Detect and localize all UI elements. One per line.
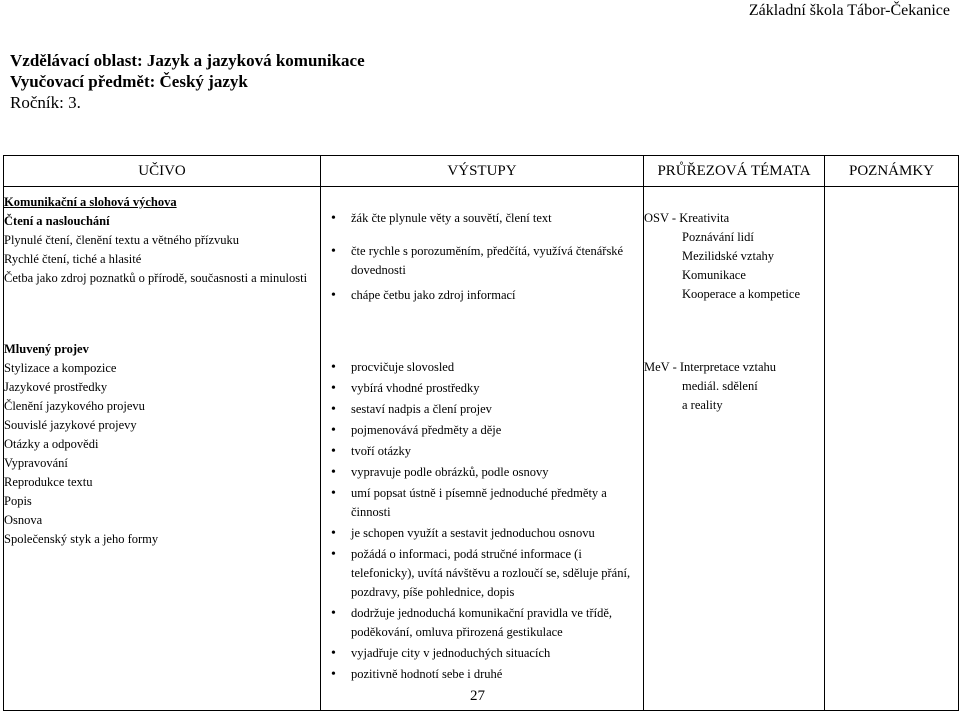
list-item: • chápe četbu jako zdroj informací bbox=[351, 286, 639, 305]
subject-title: Vyučovací předmět: Český jazyk bbox=[10, 72, 248, 91]
section-title: Komunikační a slohová výchova bbox=[4, 195, 177, 209]
list-item: a reality bbox=[682, 398, 723, 412]
poznamky-cell bbox=[825, 187, 959, 337]
vystupy-cell bbox=[321, 187, 644, 337]
table-row bbox=[4, 336, 959, 711]
list-item: Četba jako zdroj poznatků o přírodě, současnosti a minulosti bbox=[4, 271, 308, 285]
col-header-vystupy: VÝSTUPY bbox=[321, 156, 644, 187]
list-item: • umí popsat ústně i písemně jednoduché předměty a činnosti bbox=[351, 484, 639, 522]
list-item: Souvislé jazykové projevy bbox=[4, 418, 137, 432]
list-item: • vybírá vhodné prostředky bbox=[351, 379, 639, 398]
col-header-temata: PRŮŘEZOVÁ TÉMATA bbox=[644, 156, 825, 187]
list-item: • vyjadřuje city v jednoduchých situacích bbox=[351, 644, 639, 663]
list-item: Kooperace a kompetice bbox=[682, 287, 800, 301]
list-item: • dodržuje jednoduchá komunikační pravidla ve třídě, poděkování, omluva přirozená gestikulace bbox=[351, 604, 639, 642]
temata-cell bbox=[644, 187, 825, 337]
list-item: Reprodukce textu bbox=[4, 475, 93, 489]
list-item: Jazykové prostředky bbox=[4, 380, 108, 394]
school-name: Základní škola Tábor-Čekanice bbox=[748, 2, 950, 19]
poznamky-cell bbox=[825, 336, 959, 711]
list-item: Rychlé čtení, tiché a hlasité bbox=[4, 252, 142, 266]
list-item: • je schopen využít a sestavit jednoduchou osnovu bbox=[351, 524, 639, 543]
ucivo-cell bbox=[4, 336, 321, 711]
table-row bbox=[4, 187, 959, 337]
list-item: Společenský styk a jeho formy bbox=[4, 532, 159, 546]
table-header-row bbox=[4, 156, 959, 187]
list-item: Stylizace a kompozice bbox=[4, 361, 117, 375]
vystupy-cell bbox=[321, 336, 644, 711]
list-item: • žák čte plynule věty a souvětí, člení text bbox=[351, 209, 639, 228]
list-item: • vypravuje podle obrázků, podle osnovy bbox=[351, 463, 639, 482]
list-item: • čte rychle s porozuměním, předčítá, využívá čtenářské dovednosti bbox=[351, 242, 639, 280]
list-item: • procvičuje slovosled bbox=[351, 358, 639, 377]
list-item: Komunikace bbox=[682, 268, 746, 282]
temata-cell bbox=[644, 336, 825, 711]
grade-title: Ročník: 3. bbox=[10, 93, 81, 112]
area-title: Vzdělávací oblast: Jazyk a jazyková komunikace bbox=[10, 51, 365, 70]
ucivo-cell bbox=[4, 187, 321, 337]
themes-head: MeV - Interpretace vztahu bbox=[644, 360, 776, 374]
col-header-ucivo: UČIVO bbox=[4, 156, 321, 187]
list-item: Osnova bbox=[4, 513, 43, 527]
list-item: Mezilidské vztahy bbox=[682, 249, 774, 263]
list-item: • pozitivně hodnotí sebe i druhé bbox=[351, 665, 639, 684]
list-item: Otázky a odpovědi bbox=[4, 437, 99, 451]
list-item: Vypravování bbox=[4, 456, 68, 470]
list-item: Popis bbox=[4, 494, 32, 508]
list-item: • sestaví nadpis a člení projev bbox=[351, 400, 639, 419]
themes-head: OSV - Kreativita bbox=[644, 211, 730, 225]
list-item: • požádá o informaci, podá stručné informace (i telefonicky), uvítá návštěvu a rozloučí se, sděluje přání, pozdravy, píše pohlednice, dopis bbox=[351, 545, 639, 602]
section-title: Mluvený projev bbox=[4, 342, 89, 356]
list-item: Členění jazykového projevu bbox=[4, 399, 145, 413]
list-item: mediál. sdělení bbox=[682, 379, 758, 393]
col-header-poznamky: POZNÁMKY bbox=[825, 156, 959, 187]
list-item: Plynulé čtení, členění textu a větného přízvuku bbox=[4, 233, 239, 247]
page-number: 27 bbox=[470, 688, 485, 704]
section-subtitle: Čtení a naslouchání bbox=[4, 214, 110, 228]
list-item: Poznávání lidí bbox=[682, 230, 754, 244]
curriculum-table bbox=[3, 155, 959, 711]
list-item: • tvoří otázky bbox=[351, 442, 639, 461]
list-item: • pojmenovává předměty a děje bbox=[351, 421, 639, 440]
document-heading bbox=[10, 50, 365, 113]
